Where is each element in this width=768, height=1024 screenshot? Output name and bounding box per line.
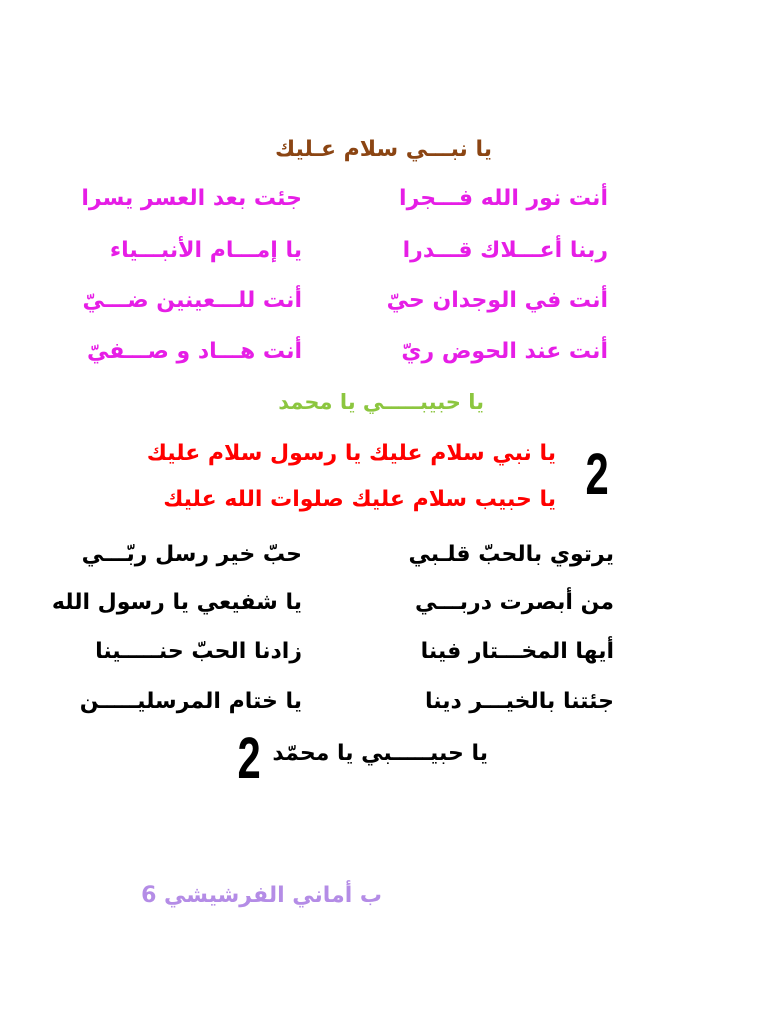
refrain-repeat-count: 2 — [237, 726, 261, 791]
refrain-black: يا حبيـــــبي يا محمّد — [272, 741, 488, 766]
verse1-line-3-left: أنت للـــعينين ضـــيّ — [82, 288, 302, 313]
verse2-line-1-left: حبّ خير رسل ربّـــي — [81, 542, 302, 567]
verse2-line-3-right: أيها المخـــتار فينا — [420, 639, 614, 664]
verse1-line-2-left: يا إمـــام الأنبـــياء — [109, 238, 302, 263]
chorus-line-2: يا حبيب سلام عليك صلوات الله عليك — [163, 487, 556, 512]
poem-title: يا نبـــي سلام عـليك — [274, 137, 492, 162]
chorus-repeat-count: 2 — [585, 442, 609, 507]
verse2-line-2-right: من أبصرت دربـــي — [414, 590, 614, 615]
verse2-line-4-right: جئتنا بالخيـــر دينا — [424, 689, 614, 714]
verse1-line-1-right: أنت نور الله فـــجرا — [399, 186, 608, 211]
verse1-line-3-right: أنت في الوجدان حيّ — [386, 288, 608, 313]
verse1-line-4-left: أنت هـــاد و صـــفيّ — [86, 339, 302, 364]
verse2-line-2-left: يا شفيعي يا رسول الله — [51, 590, 302, 615]
verse1-line-1-left: جئت بعد العسر يسرا — [81, 186, 302, 211]
verse2-line-4-left: يا ختام المرسليـــــن — [79, 689, 302, 714]
chorus-line-1: يا نبي سلام عليك يا رسول سلام عليك — [146, 441, 556, 466]
verse1-line-2-right: ربنا أعـــلاك قـــدرا — [402, 238, 608, 263]
refrain-green: يا حبيبـــــي يا محمد — [278, 390, 484, 414]
verse1-line-4-right: أنت عند الحوض ريّ — [401, 339, 608, 364]
verse2-line-3-left: زادنا الحبّ حنـــــينا — [95, 639, 302, 664]
author-credit: ب أماني الفرشيشي 6 — [141, 883, 382, 908]
verse2-line-1-right: يرتوي بالحبّ قلـبي — [408, 542, 614, 567]
